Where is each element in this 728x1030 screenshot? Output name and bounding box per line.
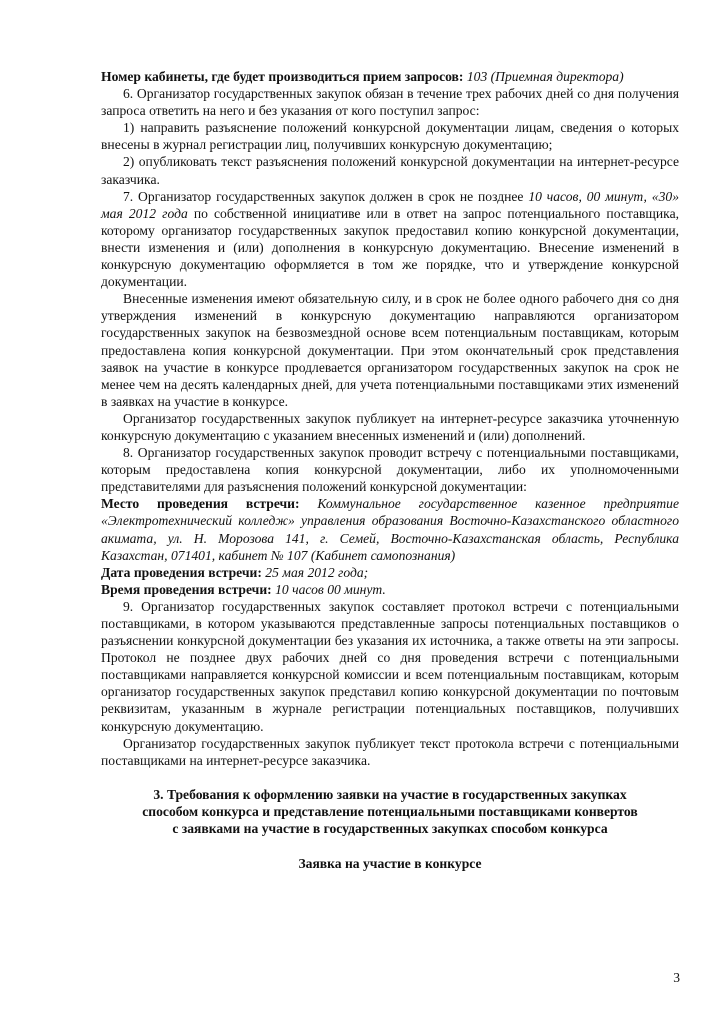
document-body: [101, 68, 679, 872]
meeting-date-label: Дата проведения встречи:: [101, 564, 262, 580]
room-label: Номер кабинеты, где будет производиться прием запросов:: [101, 69, 464, 84]
page-number: 3: [673, 970, 680, 985]
meeting-time: [101, 581, 679, 598]
paragraph-9-publication: Организатор государственных закупок публикует текст протокола встречи с потенциальными поставщиками на интернет-ресурсе заказчика.: [101, 735, 679, 768]
paragraph-7-changes: Внесенные изменения имеют обязательную силу, и в срок не более одного рабочего дня со дня утверждения изменений в конкурсную документацию направляются организатором государственных закупок на безвозмездной основе всем потенциальным поставщикам, которым предоставлена копия конкурсной документации. При этом окончательный срок представления заявок на участие в конкурсе продлевается организатором государственных закупок на срок не менее чем на десять календарных дней, для учета потенциальными поставщиками этих изменений в заявках на участие в конкурсе.: [101, 291, 679, 409]
paragraph-7-rest: по собственной инициативе или в ответ на запрос потенциального поставщика, которому организатор государственных закупок предоставил копию конкурсной документации, внести изменения и (или) дополнения в конкурсную документацию. Внесение изменений в конкурсную документацию оформляется в том же порядке, что и утверждение конкурсной документации.: [101, 205, 680, 290]
paragraph-7: [101, 188, 679, 291]
meeting-place: [101, 495, 679, 563]
section-3-heading: 3. Требования к оформлению заявки на участие в государственных закупках способом конкурса и представление потенциальными поставщиками конвертов с заявками на участие в государственных закупках способом конкурса: [142, 786, 638, 837]
paragraph-7-publication: Организатор государственных закупок публикует на интернет-ресурсе заказчика уточненную конкурсную документацию с указанием внесенных изменений и (или) дополнений.: [101, 410, 679, 443]
paragraph-6-item-1: 1) направить разъяснение положений конкурсной документации лицам, сведения о которых внесены в журнал регистрации лиц, получивших конкурсную документацию;: [101, 120, 679, 153]
meeting-time-label: Время проведения встречи:: [101, 581, 272, 597]
paragraph-7-deadline: 10 часов, 00 минут, «30» мая 2012 года: [101, 188, 679, 221]
paragraph-9: 9. Организатор государственных закупок составляет протокол встречи с потенциальными поставщиками, в котором указываются представленные запросы потенциальных поставщиков о разъяснении конкурсной документации без указания их источника, а также ответы на эти запросы. Протокол не позднее двух рабочих дней со дня проведения встречи с потенциальными поставщиками направляется конкурсной комиссии и всем потенциальным поставщикам, которым организатор государственных закупок представил копию конкурсной документации по почтовым реквизитам, указанным в журнале регистрации потенциальных поставщиков, получивших конкурсную документацию.: [101, 598, 679, 734]
paragraph-7-start: 7. Организатор государственных закупок должен в срок не позднее: [123, 188, 524, 204]
meeting-time-value: 10 часов 00 минут.: [275, 581, 386, 597]
application-form-title: Заявка на участие в конкурсе: [298, 856, 482, 872]
paragraph-6-item-2: 2) опубликовать текст разъяснения положений конкурсной документации на интернет-ресурсе заказчика.: [101, 154, 679, 187]
room-line: [101, 68, 679, 85]
meeting-date-value: 25 мая 2012 года;: [265, 564, 369, 580]
room-value: 103 (Приемная директора): [466, 69, 624, 84]
meeting-date: [101, 564, 679, 581]
paragraph-6: 6. Организатор государственных закупок обязан в течение трех рабочих дней со дня получения запроса ответить на него и без указания от кого поступил запрос:: [101, 86, 679, 119]
meeting-place-label: Место проведения встречи:: [101, 496, 300, 512]
paragraph-8: 8. Организатор государственных закупок проводит встречу с потенциальными поставщиками, которым предоставлена копия конкурсной документации, либо их уполномоченными представителями для разъяснения положений конкурсной документации:: [101, 445, 679, 495]
meeting-place-value: Коммунальное государственное казенное предприятие «Электротехнический колледж» управления образования Восточно-Казахстанского областного акимата, ул. Н. Морозова 141, г. Семей, Восточно-Казахстанская область, Республика Казахстан, 071401, кабинет № 107 (Кабинет самопознания): [101, 496, 679, 563]
